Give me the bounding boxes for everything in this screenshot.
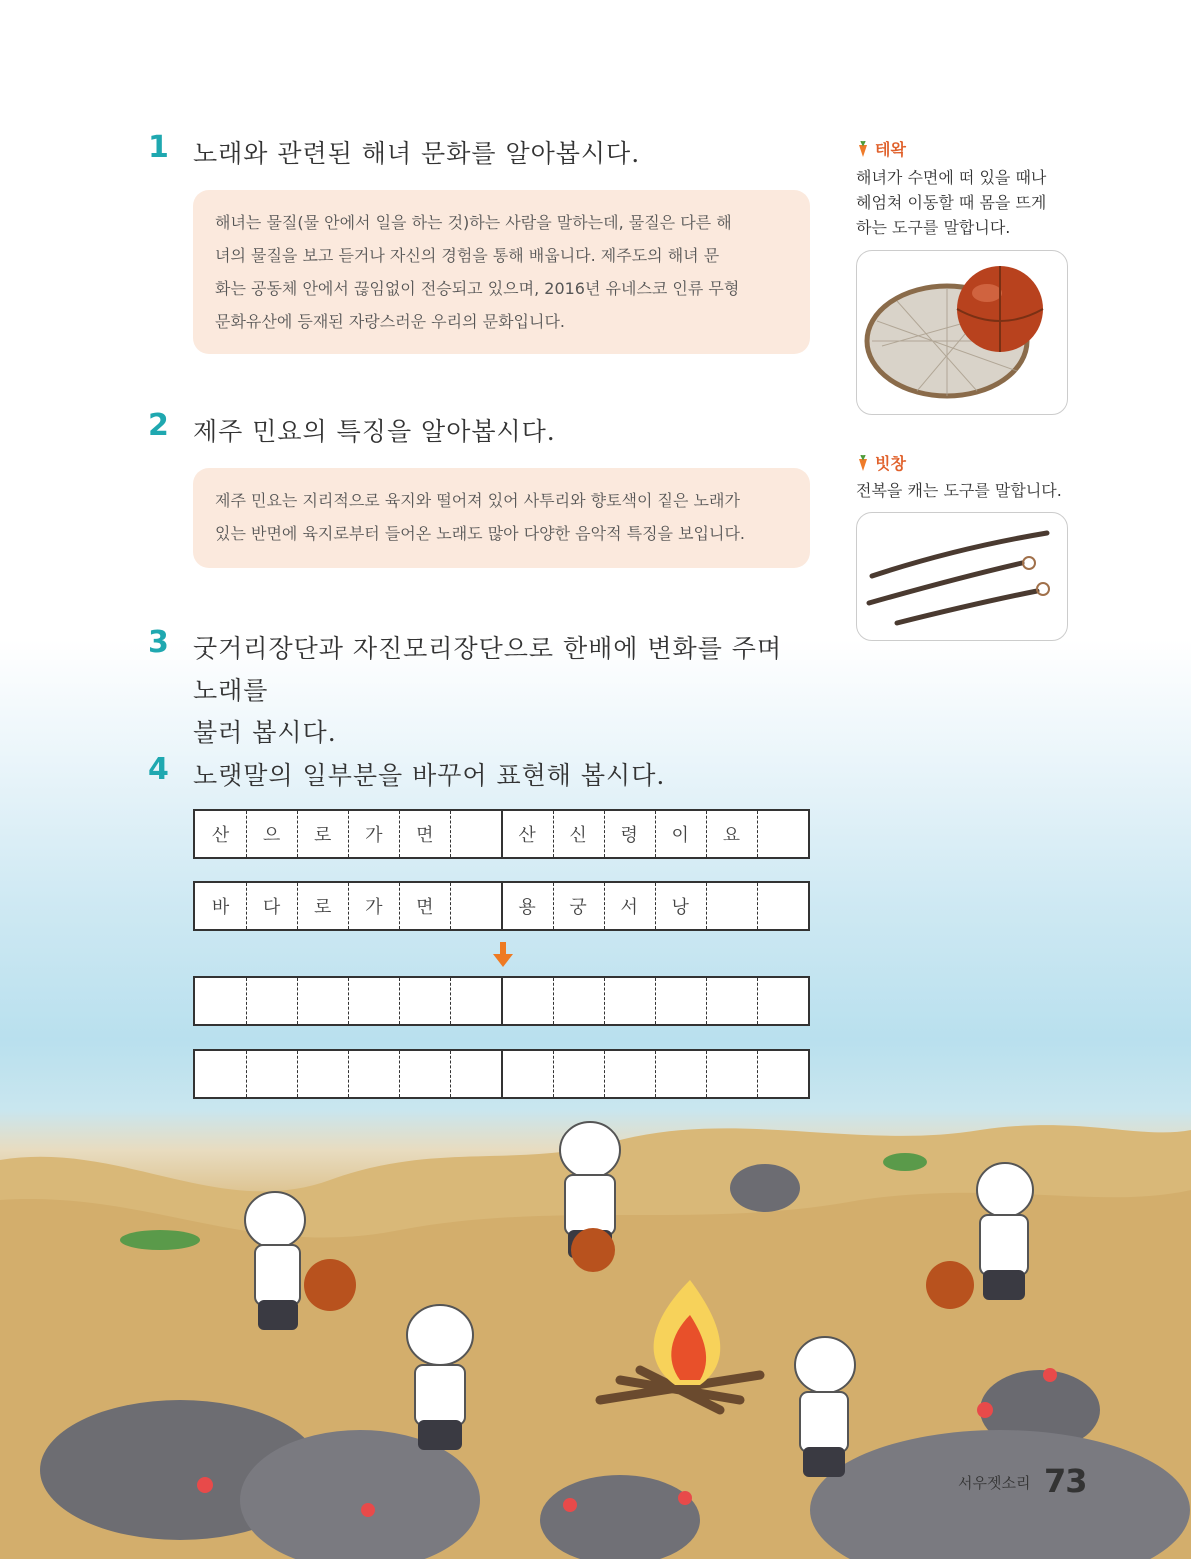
- grid-cell: 산: [211, 825, 230, 846]
- answer-cell[interactable]: [246, 1051, 297, 1097]
- answer-cell[interactable]: [501, 1051, 552, 1097]
- page-number: 73: [1044, 1462, 1087, 1500]
- answer-cell[interactable]: [757, 978, 808, 1024]
- answer-cell[interactable]: [604, 1051, 655, 1097]
- answer-cell[interactable]: [195, 1051, 246, 1097]
- haenyeo-info-box: [193, 190, 810, 354]
- answer-cell[interactable]: [399, 978, 450, 1024]
- section-title-2: 제주 민요의 특징을 알아봅시다.: [193, 417, 556, 446]
- grid-cell: 바: [211, 897, 230, 918]
- grid-cell: 면: [399, 883, 450, 929]
- grid-cell: 서: [604, 883, 655, 929]
- answer-grid-row-1: [193, 976, 810, 1026]
- grid-cell: [450, 811, 501, 857]
- grid-cell: 가: [348, 883, 399, 929]
- desc-line: 하는 도구를 말합니다.: [856, 218, 1011, 237]
- grid-cell: [757, 811, 808, 857]
- section-title-1: 노래와 관련된 해녀 문화를 알아봅시다.: [193, 139, 641, 168]
- grid-cell: 로: [297, 883, 348, 929]
- sidebar-desc-bitchang: [856, 478, 1071, 503]
- grid-cell: 신: [553, 811, 604, 857]
- grid-cell: 이: [655, 811, 706, 857]
- info-line: 해녀는 물질(물 안에서 일을 하는 것)하는 사람을 말하는데, 물질은 다른 해: [215, 213, 732, 232]
- section-title-4: 노랫말의 일부분을 바꾸어 표현해 봅시다.: [193, 761, 666, 790]
- section-number-1: 1: [148, 130, 169, 165]
- desc-line: 해녀가 수면에 떠 있을 때나: [856, 168, 1047, 187]
- sidebar-title-tewak: [856, 137, 906, 160]
- carrot-icon: [856, 455, 870, 471]
- sidebar-title-text: 빗창: [875, 454, 906, 473]
- lyrics-grid-row-1: [193, 809, 810, 859]
- info-line: 문화유산에 등재된 자랑스러운 우리의 문화입니다.: [215, 312, 566, 331]
- grid-cell: 용: [501, 883, 552, 929]
- answer-cell[interactable]: [348, 978, 399, 1024]
- grid-cell: 로: [297, 811, 348, 857]
- section-number-2: 2: [148, 408, 169, 443]
- answer-cell[interactable]: [757, 1051, 808, 1097]
- answer-cell[interactable]: [450, 978, 501, 1024]
- sidebar-title-bitchang: [856, 451, 906, 474]
- answer-cell[interactable]: [399, 1051, 450, 1097]
- grid-cell: 령: [604, 811, 655, 857]
- answer-cell[interactable]: [501, 978, 552, 1024]
- answer-cell[interactable]: [706, 978, 757, 1024]
- answer-cell[interactable]: [655, 1051, 706, 1097]
- grid-cell: 궁: [553, 883, 604, 929]
- answer-cell[interactable]: [604, 978, 655, 1024]
- jeju-folk-info-box: [193, 468, 810, 568]
- section-number-4: 4: [148, 752, 169, 787]
- section-title-3: [193, 628, 813, 754]
- section-number-3: 3: [148, 625, 169, 660]
- answer-cell[interactable]: [297, 1051, 348, 1097]
- answer-cell[interactable]: [706, 1051, 757, 1097]
- grid-cell: 산: [501, 811, 552, 857]
- grid-cell: [706, 883, 757, 929]
- grid-cell: 요: [706, 811, 757, 857]
- sidebar-title-text: 테왁: [875, 140, 906, 159]
- answer-grid-row-2: [193, 1049, 810, 1099]
- answer-cell[interactable]: [246, 978, 297, 1024]
- tewak-photo: [856, 250, 1068, 415]
- carrot-icon: [856, 141, 870, 157]
- desc-line: 전복을 캐는 도구를 말합니다.: [856, 481, 1062, 500]
- section-title-3-line-2: 불러 봅시다.: [193, 718, 337, 747]
- answer-cell[interactable]: [553, 1051, 604, 1097]
- info-line: 녀의 물질을 보고 듣거나 자신의 경험을 통해 배웁니다. 제주도의 해녀 문: [215, 246, 720, 265]
- bitchang-photo: [856, 512, 1068, 641]
- answer-cell[interactable]: [348, 1051, 399, 1097]
- grid-cell: [450, 883, 501, 929]
- desc-line: 헤엄쳐 이동할 때 몸을 뜨게: [856, 193, 1047, 212]
- grid-cell: 낭: [655, 883, 706, 929]
- info-line: 화는 공동체 안에서 끊임없이 전승되고 있으며, 2016년 유네스코 인류 무형: [215, 279, 740, 298]
- answer-cell[interactable]: [450, 1051, 501, 1097]
- grid-cell: 다: [246, 883, 297, 929]
- grid-cell: 으: [246, 811, 297, 857]
- grid-cell: 가: [348, 811, 399, 857]
- down-arrow-icon: [493, 942, 513, 968]
- lyrics-grid-row-2: [193, 881, 810, 931]
- song-title-footer: 서우젯소리: [958, 1474, 1031, 1492]
- grid-cell: 면: [399, 811, 450, 857]
- info-line: 있는 반면에 육지로부터 들어온 노래도 많아 다양한 음악적 특징을 보입니다.: [215, 524, 745, 543]
- sidebar-desc-tewak: [856, 165, 1071, 240]
- grid-cell: [757, 883, 808, 929]
- answer-cell[interactable]: [297, 978, 348, 1024]
- section-title-3-line-1: 굿거리장단과 자진모리장단으로 한배에 변화를 주며 노래를: [193, 634, 783, 705]
- answer-cell[interactable]: [655, 978, 706, 1024]
- answer-cell[interactable]: [553, 978, 604, 1024]
- info-line: 제주 민요는 지리적으로 육지와 떨어져 있어 사투리와 향토색이 짙은 노래가: [215, 491, 740, 510]
- answer-cell[interactable]: [195, 978, 246, 1024]
